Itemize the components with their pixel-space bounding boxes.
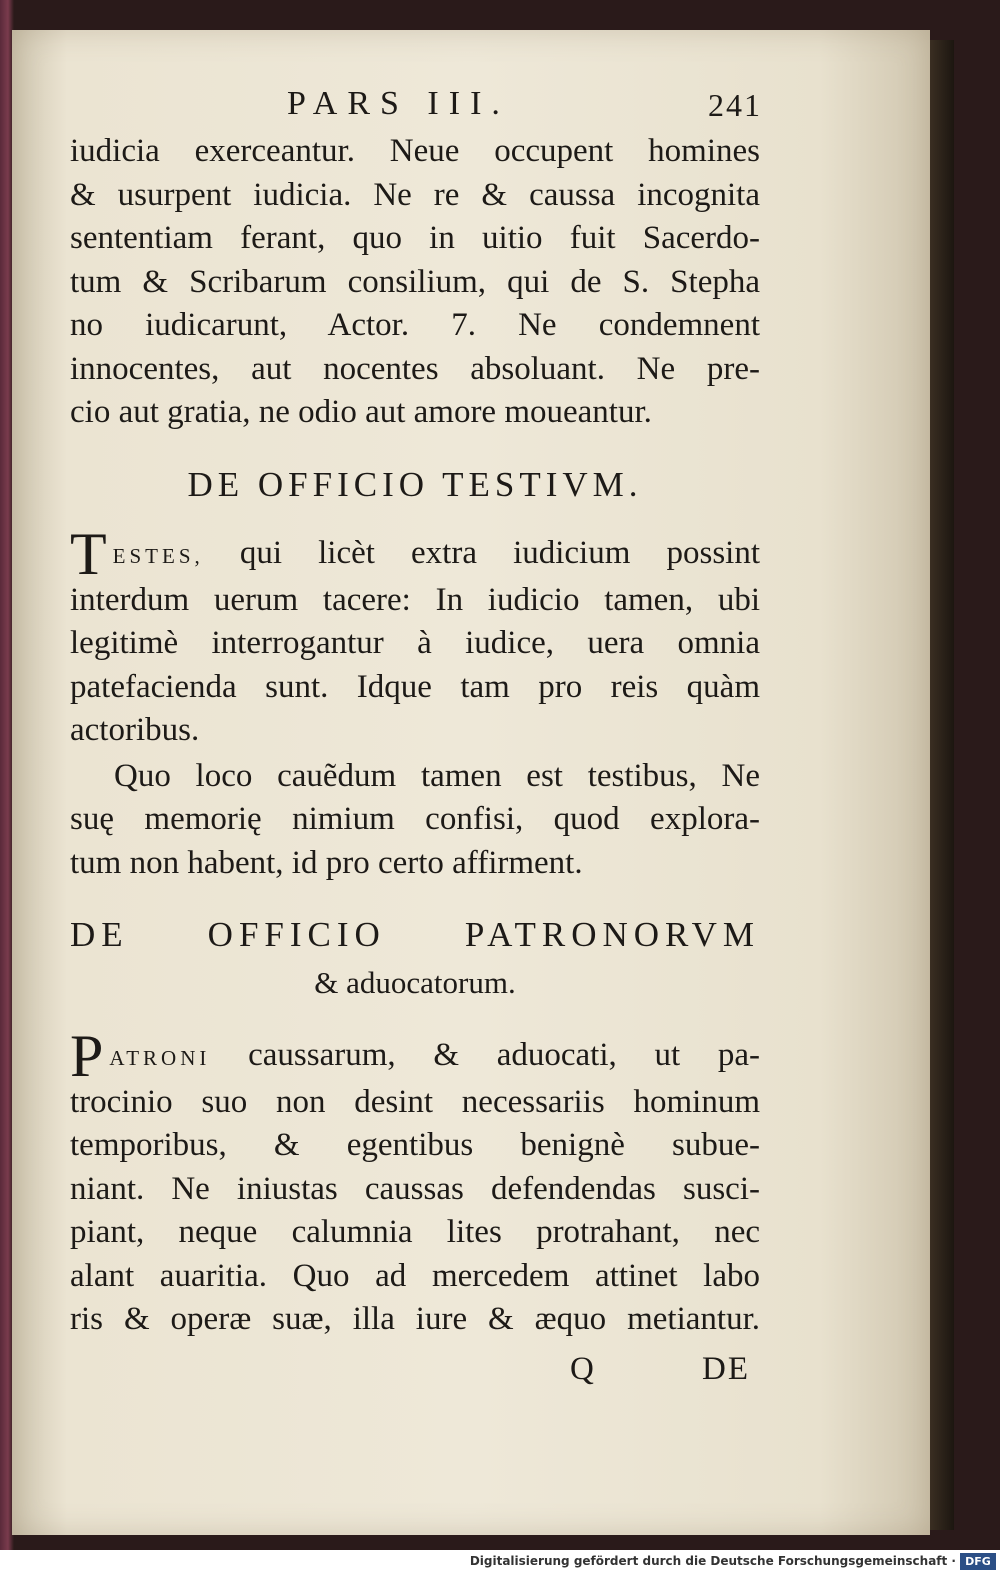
text-line: no iudicarunt, Actor. 7. Ne condemnent [70,307,760,343]
footer-bar [0,1550,1000,1574]
text-line [70,521,761,587]
text-line: tum non habent, id pro certo affirment. [70,844,583,881]
page-number: 241 [708,87,762,123]
drop-cap: T [70,521,107,587]
book-edge [930,40,954,1530]
text-line: ris & operæ suæ, illa iure & æquo metiantur. [70,1301,760,1337]
drop-cap: P [70,1023,104,1089]
small-caps-word: ATRONI [109,1046,211,1070]
text-line: iudicia exerceantur. Neue occupent homines [70,133,760,169]
section-heading-patronorum: DE OFFICIO PATRONORVM [70,915,760,954]
running-title: PARS III. [287,85,510,122]
text-line [70,1023,760,1089]
text-line: cio aut gratia, ne odio aut amore moueantur. [70,394,652,430]
text-line: suę memorię nimium confisi, quod explora- [70,801,760,837]
text-line: actoribus. [70,712,200,748]
intro-paragraph [70,130,760,435]
text-line: trocinio suo non desint necessariis hominum [70,1083,760,1120]
text-line: & usurpent iudicia. Ne re & caussa incognita [70,176,760,213]
text-run: qui licèt extra iudicium possint [239,535,761,571]
testes-paragraph [70,521,761,753]
text-line: innocentes, aut nocentes absoluant. Ne pre- [70,350,760,387]
text-line: alant auaritia. Quo ad mercedem attinet labo [70,1257,760,1294]
text-line: interdum uerum tacere: In iudicio tamen, ubi [70,581,760,618]
page-text [70,82,760,1392]
catch-line [70,1348,760,1392]
section-subheading: & aduocatorum. [314,964,516,1000]
text-line: niant. Ne iniustas caussas defendendas susci- [70,1170,760,1207]
patroni-paragraph [70,1023,760,1342]
section-heading-testium: DE OFFICIO TESTIVM. [187,464,643,504]
text-line: sententiam ferant, quo in uitio fuit Sacerdo- [70,220,760,256]
small-caps-word: ESTES, [112,544,204,568]
text-line: temporibus, & egentibus benignè subue- [70,1127,760,1163]
text-line: tum & Scribarum consilium, qui de S. Stepha [70,263,760,300]
text-line: legitimè interrogantur à iudice, uera omnia [70,625,760,661]
signature-mark: Q [570,1350,594,1387]
running-head [72,82,760,130]
text-line: patefacienda sunt. Idque tam pro reis quàm [70,668,760,705]
text-line: Quo loco cauẽdum tamen est testibus, Ne [114,757,760,794]
funding-credit: Digitalisierung gefördert durch die Deutsche Forschungsgemeinschaft · [469,1554,956,1568]
catchword: DE [702,1350,750,1387]
dfg-logo: DFG [960,1553,996,1570]
text-line: piant, neque calumnia lites protrahant, nec [70,1214,760,1250]
text-run: caussarum, & aduocati, ut pa- [248,1037,760,1073]
testes-paragraph-2 [70,755,760,886]
